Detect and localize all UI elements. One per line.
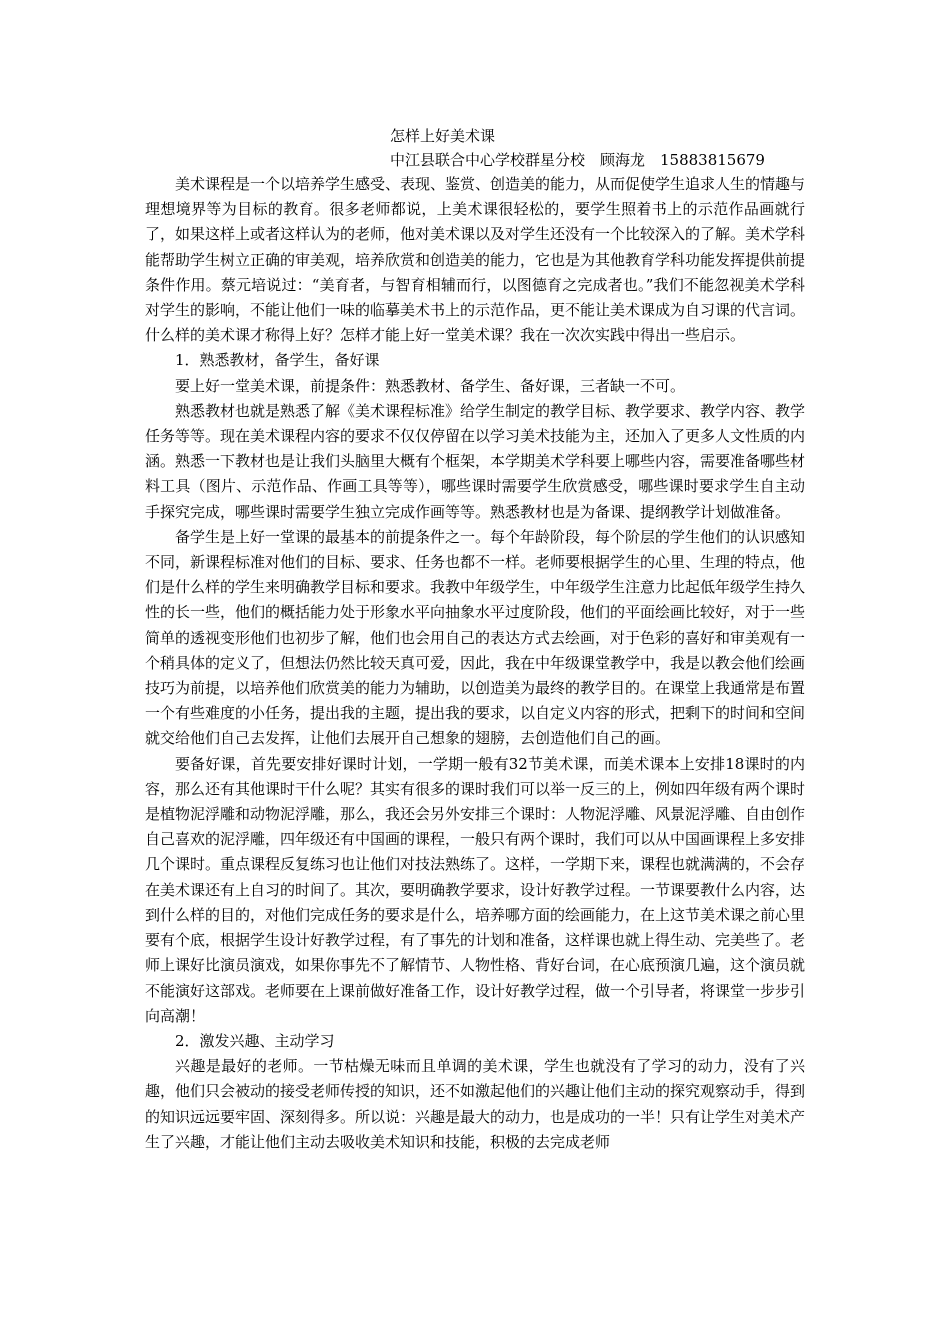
paragraph: 要备好课，首先要安排好课时计划，一学期一般有32节美术课，而美术课本上安排18课时的内容，那么还有其他课时干什么呢？其实有很多的课时我们可以举一反三的上，例如四年级有两个课时是植物泥浮雕和动物泥浮雕，那么，我还会另外安排三个课时：人物泥浮雕、风景泥浮雕、自由创作自己喜欢的泥浮雕，四年级还有中国画的课程，一般只有两个课时，我们可以从中国画课程上多安排几个课时。重点课程反复练习也让他们对技法熟练了。这样，一学期下来，课程也就满满的，不会存在美术课还有上自习的时间了。其次，要明确教学要求，设计好教学过程。一节课要教什么内容，达到什么样的目的，对他们完成任务的要求是什么，培养哪方面的绘画能力，在上这节美术课之前心里要有个底，根据学生设计好教学过程，有了事先的计划和准备，这样课也就上得生动、完美些了。老师上课好比演员演戏，如果你事先不了解情节、人物性格、背好台词，在心底预演几遍，这个演员就不能演好这部戏。老师要在上课前做好准备工作，设计好教学过程，做一个引导者，将课堂一步步引向高潮！ [145,754,806,1025]
document-title: 怎样上好美术课 [390,127,496,145]
author-line: 中江县联合中心学校群星分校 顾海龙 15883815679 [390,151,765,169]
section-heading-1: 1．熟悉教材，备学生，备好课 [175,351,380,370]
document-body [145,172,805,1155]
paragraph: 备学生是上好一堂课的最基本的前提条件之一。每个年龄阶段，每个阶层的学生他们的认识感知不同，新课程标准对他们的目标、要求、任务也都不一样。老师要根据学生的心里、生理的特点，他们是什么样的学生来明确教学目标和要求。我教中年级学生，中年级学生注意力比起低年级学生持久性的长一些，他们的概括能力处于形象水平向抽象水平过度阶段，他们的平面绘画比较好，对于一些简单的透视变形他们也初步了解，他们也会用自己的表达方式去绘画，对于色彩的喜好和审美观有一个稍具体的定义了，但想法仍然比较天真可爱，因此，我在中年级课堂教学中，我是以教会他们绘画技巧为前提，以培养他们欣赏美的能力为辅助，以创造美为最终的教学目的。在课堂上我通常是布置一个有些难度的小任务，提出我的主题，提出我的要求，以自定义内容的形式，把剩下的时间和空间就交给他们自己去发挥，让他们去展开自己想象的翅膀，去创造他们自己的画。 [145,527,806,748]
paragraph: 要上好一堂美术课，前提条件：熟悉教材、备学生、备好课，三者缺一不可。 [175,376,686,395]
paragraph-intro: 美术课程是一个以培养学生感受、表现、鉴赏、创造美的能力，从而促使学生追求人生的情趣与理想境界等为目标的教育。很多老师都说，上美术课很轻松的，要学生照着书上的示范作品画就行了，如果这样上或者这样认为的老师，他对美术课以及对学生还没有一个比较深入的了解。美术学科能帮助学生树立正确的审美观，培养欣赏和创造美的能力，它也是为其他教育学科功能发挥提供前提条件作用。蔡元培说过：“美育者，与智育相辅而行，以图德育之完成者也。”我们不能忽视美术学科对学生的影响，不能让他们一味的临摹美术书上的示范作品，更不能让美术课成为自习课的代言词。什么样的美术课才称得上好？怎样才能上好一堂美术课？我在一次次实践中得出一些启示。 [145,175,806,345]
section-heading-2: 2．激发兴趣、主动学习 [175,1031,335,1050]
paragraph: 熟悉教材也就是熟悉了解《美术课程标准》给学生制定的教学目标、教学要求、教学内容、教学任务等等。现在美术课程内容的要求不仅仅停留在以学习美术技能为主，还加入了更多人文性质的内涵。熟悉一下教材也是让我们头脑里大概有个框架，本学期美术学科要上哪些内容，需要准备哪些材料工具（图片、示范作品、作画工具等等），哪些课时需要学生欣赏感受，哪些课时要求学生自主动手探究完成，哪些课时需要学生独立完成作画等等。熟悉教材也是为备课、提纲教学计划做准备。 [145,401,806,521]
paragraph: 兴趣是最好的老师。一节枯燥无味而且单调的美术课，学生也就没有了学习的动力，没有了兴趣，他们只会被动的接受老师传授的知识，还不如激起他们的兴趣让他们主动的探究观察动手，得到的知识远远要牢固、深刻得多。所以说：兴趣是最大的动力，也是成功的一半！只有让学生对美术产生了兴趣，才能让他们主动去吸收美术知识和技能，积极的去完成老师 [145,1057,806,1151]
